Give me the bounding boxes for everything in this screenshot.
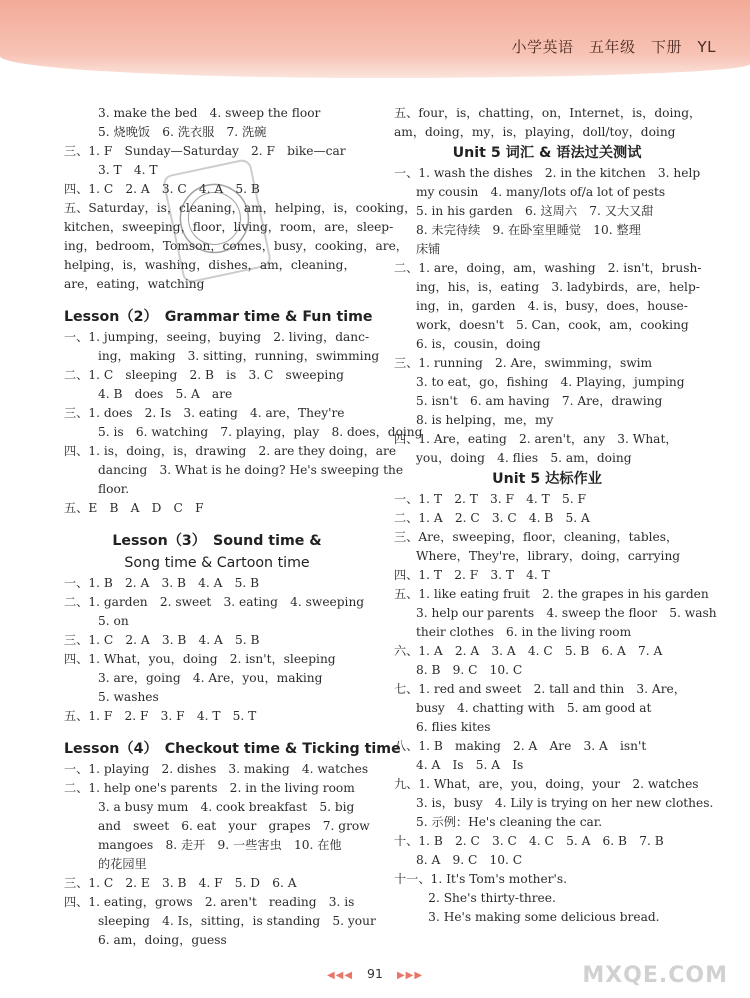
answer-line: 6. is，cousin，doing bbox=[416, 337, 541, 351]
answer-line: 三、Are，sweeping，floor，cleaning，tables， bbox=[394, 530, 679, 544]
answer-line: 8. A 9. C 10. C bbox=[416, 853, 523, 867]
answer-line: 二、1. A 2. C 3. C 4. B 5. A bbox=[394, 511, 590, 525]
book-title: 小学英语 五年级 下册 YL bbox=[511, 38, 716, 56]
answer-line: floor. bbox=[98, 482, 130, 496]
answer-line: 3. make the bed 4. sweep the floor bbox=[98, 106, 321, 120]
answer-line: 6. flies kites bbox=[416, 720, 491, 734]
answer-line: my cousin 4. many/lots of/a lot of pests bbox=[416, 185, 666, 199]
answer-line: 床铺 bbox=[416, 242, 441, 256]
answer-line: 三、1. F Sunday—Saturday 2. F bike—car bbox=[64, 144, 346, 158]
answer-line: 三、1. C 2. E 3. B 4. F 5. D 6. A bbox=[64, 876, 297, 890]
answer-line: ing，his，is，eating 3. ladybirds，are，help- bbox=[416, 280, 700, 294]
section-gap bbox=[64, 518, 370, 530]
answer-line: 3. are，going 4. Are，you，making bbox=[98, 671, 323, 685]
answer-line: 3. T 4. T bbox=[98, 163, 158, 177]
answer-line: ing，bedroom，Tomson，comes，busy，cooking，are， bbox=[64, 239, 408, 253]
answer-line: 六、1. A 2. A 3. A 4. C 5. B 6. A 7. A bbox=[394, 644, 663, 658]
answer-line: 二、1. are，doing，am，washing 2. isn't，brush- bbox=[394, 261, 702, 275]
answer-line: 二、1. help one's parents 2. in the living room bbox=[64, 781, 355, 795]
section-heading: Song time & Cartoon time bbox=[124, 555, 310, 571]
answer-line: 5. in his garden 6. 这周六 7. 又大又甜 bbox=[416, 204, 654, 218]
answer-line: 五、E B A D C F bbox=[64, 501, 204, 515]
answer-line: 二、1. garden 2. sweet 3. eating 4. sweeping bbox=[64, 595, 365, 609]
answer-line: 4. B does 5. A are bbox=[98, 387, 233, 401]
answer-line: 3. He's making some delicious bread. bbox=[416, 910, 660, 924]
answer-line: and sweet 6. eat your grapes 7. grow bbox=[98, 819, 370, 833]
answer-line: 四、1. What，you，doing 2. isn't，sleeping bbox=[64, 652, 336, 666]
answer-line: 5. 烧晚饭 6. 洗衣服 7. 洗碗 bbox=[98, 125, 267, 139]
answer-line: 5. washes bbox=[98, 690, 159, 704]
answer-line: 8. B 9. C 10. C bbox=[416, 663, 523, 677]
answer-line: 四、1. T 2. F 3. T 4. T bbox=[394, 568, 550, 582]
answer-line: 一、1. B 2. A 3. B 4. A 5. B bbox=[64, 576, 260, 590]
answer-line: 十一、1. It's Tom's mother's. bbox=[394, 872, 567, 886]
answer-line: their clothes 6. in the living room bbox=[416, 625, 632, 639]
answer-line: 五、four，is，chatting，on，Internet，is，doing， bbox=[394, 106, 702, 120]
section-gap bbox=[64, 726, 370, 738]
answer-line: 6. am，doing，guess bbox=[98, 933, 227, 947]
answer-line: 3. help our parents 4. sweep the floor 5. wash bbox=[416, 606, 717, 620]
answer-line: 3. a busy mum 4. cook breakfast 5. big bbox=[98, 800, 355, 814]
answer-line: 五、1. like eating fruit 2. the grapes in his garden bbox=[394, 587, 709, 601]
answer-line: 十、1. B 2. C 3. C 4. C 5. A 6. B 7. B bbox=[394, 834, 664, 848]
answer-line: 三、1. C 2. A 3. B 4. A 5. B bbox=[64, 633, 260, 647]
answer-line: am，doing，my，is，playing，doll/toy，doing bbox=[394, 125, 676, 139]
answer-line: 一、1. wash the dishes 2. in the kitchen 3. help bbox=[394, 166, 701, 180]
watermark-text: MXQE.COM bbox=[582, 963, 728, 988]
answer-line: 3. to eat，go，fishing 4. Playing，jumping bbox=[416, 375, 685, 389]
answer-line: 九、1. What，are，you，doing，your 2. watches bbox=[394, 777, 699, 791]
answer-line: Where，They're，library，doing，carrying bbox=[416, 549, 681, 563]
answer-line: 一、1. playing 2. dishes 3. making 4. watches bbox=[64, 762, 369, 776]
prev-arrows-icon: ◀◀◀ bbox=[326, 970, 354, 981]
stamp-circle-icon bbox=[164, 161, 265, 276]
answer-line: 三、1. running 2. Are，swimming，swim bbox=[394, 356, 653, 370]
answer-line: 二、1. C sleeping 2. B is 3. C sweeping bbox=[64, 368, 344, 382]
answer-line: 一、1. T 2. T 3. F 4. T 5. F bbox=[394, 492, 586, 506]
answer-line: 四、1. Are，eating 2. aren't，any 3. What， bbox=[394, 432, 678, 446]
answer-line: 5. 示例：He's cleaning the car. bbox=[416, 815, 603, 829]
answer-line: work，doesn't 5. Can，cook，am，cooking bbox=[416, 318, 689, 332]
answer-line: kitchen，sweeping，floor，living，room，are，sleep- bbox=[64, 220, 394, 234]
answer-line: 四、1. is，doing，is，drawing 2. are they doing，are bbox=[64, 444, 397, 458]
section-heading: Lesson（3） Sound time & bbox=[112, 533, 322, 549]
answer-line: 八、1. B making 2. A Are 3. A isn't bbox=[394, 739, 647, 753]
answer-line: 一、1. jumping，seeing，buying 2. living，danc- bbox=[64, 330, 370, 344]
answer-line: mangoes 8. 走开 9. 一些害虫 10. 在他 bbox=[98, 838, 342, 852]
header-banner bbox=[0, 0, 750, 78]
answer-line: are，eating，watching bbox=[64, 277, 205, 291]
answer-line: 的花园里 bbox=[98, 857, 147, 871]
answer-line: 五、1. F 2. F 3. F 4. T 5. T bbox=[64, 709, 257, 723]
answer-line: busy 4. chatting with 5. am good at bbox=[416, 701, 652, 715]
page-number: 91 bbox=[367, 966, 383, 981]
answer-line: helping，is，washing，dishes，am，cleaning， bbox=[64, 258, 356, 272]
answer-line: ing，in，garden 4. is，busy，does，house- bbox=[416, 299, 688, 313]
answer-line: 5. on bbox=[98, 614, 129, 628]
section-heading: Lesson（4） Checkout time & Ticking time bbox=[64, 741, 401, 757]
answer-line: 三、1. does 2. Is 3. eating 4. are，They're bbox=[64, 406, 345, 420]
answer-line: 8. 未完待续 9. 在卧室里睡觉 10. 整理 bbox=[416, 223, 641, 237]
answer-line: ing，making 3. sitting，running，swimming bbox=[98, 349, 380, 363]
answer-line: 五、Saturday，is，cleaning，am，helping，is，cooking， bbox=[64, 201, 417, 215]
answer-line: 四、1. eating，grows 2. aren't reading 3. is bbox=[64, 895, 355, 909]
answer-line: 七、1. red and sweet 2. tall and thin 3. Are， bbox=[394, 682, 686, 696]
section-heading: Lesson（2） Grammar time & Fun time bbox=[64, 309, 373, 325]
answer-line: sleeping 4. Is，sitting，is standing 5. your bbox=[98, 914, 376, 928]
right-column bbox=[394, 104, 717, 927]
section-gap bbox=[64, 294, 370, 306]
answer-line: you，doing 4. flies 5. am，doing bbox=[416, 451, 632, 465]
answer-line: 四、1. C 2. A 3. C 4. A 5. B bbox=[64, 182, 260, 196]
answer-line: 3. is，busy 4. Lily is trying on her new clothes. bbox=[416, 796, 714, 810]
section-heading: Unit 5 达标作业 bbox=[492, 471, 602, 487]
section-heading: Unit 5 词汇 & 语法过关测试 bbox=[452, 145, 642, 161]
next-arrows-icon: ▶▶▶ bbox=[396, 970, 424, 981]
answer-line: 4. A Is 5. A Is bbox=[416, 758, 524, 772]
answer-line: 8. is helping，me，my bbox=[416, 413, 554, 427]
answer-line: 5. isn't 6. am having 7. Are，drawing bbox=[416, 394, 663, 408]
answer-line: 5. is 6. watching 7. playing，play 8. does，doing bbox=[98, 425, 423, 439]
answer-line: dancing 3. What is he doing? He's sweeping the bbox=[98, 463, 404, 477]
site-watermark bbox=[582, 938, 742, 994]
answer-line: 2. She's thirty-three. bbox=[416, 891, 556, 905]
